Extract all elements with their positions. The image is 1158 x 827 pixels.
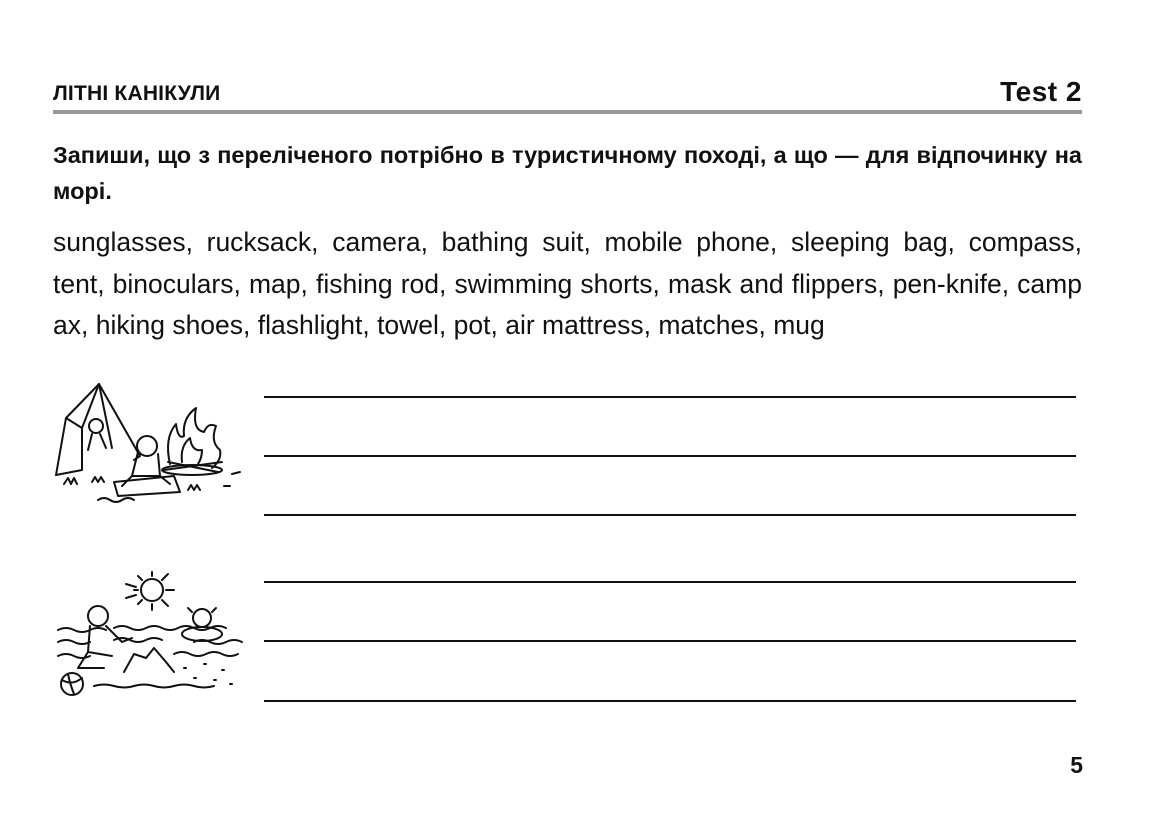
camping-tent-campfire-illustration <box>52 378 242 506</box>
answer-line[interactable] <box>264 514 1076 516</box>
task-instruction: Запиши, що з переліченого потрібно в туристичному поході, а що — для відпочинку на морі. <box>53 142 1082 204</box>
page-number: 5 <box>1070 752 1083 778</box>
answer-line[interactable] <box>264 396 1076 398</box>
answer-line[interactable] <box>264 640 1076 642</box>
beach-sun-sea-illustration <box>54 568 244 700</box>
test-label: Test 2 <box>1000 76 1082 107</box>
header-divider <box>53 110 1082 114</box>
answer-line[interactable] <box>264 581 1076 583</box>
section-title: ЛІТНІ КАНІКУЛИ <box>53 82 221 105</box>
answer-line[interactable] <box>264 455 1076 457</box>
answer-line[interactable] <box>264 700 1076 702</box>
word-list: sunglasses, rucksack, camera, bathing suit, mobile phone, sleeping bag, compass, tent, binoculars, map, fishing rod, swimming shorts, mask and flippers, pen-knife, camp ax, hiking shoes, flashlight, towel, pot, air mattress, matches, mug <box>53 227 1082 340</box>
